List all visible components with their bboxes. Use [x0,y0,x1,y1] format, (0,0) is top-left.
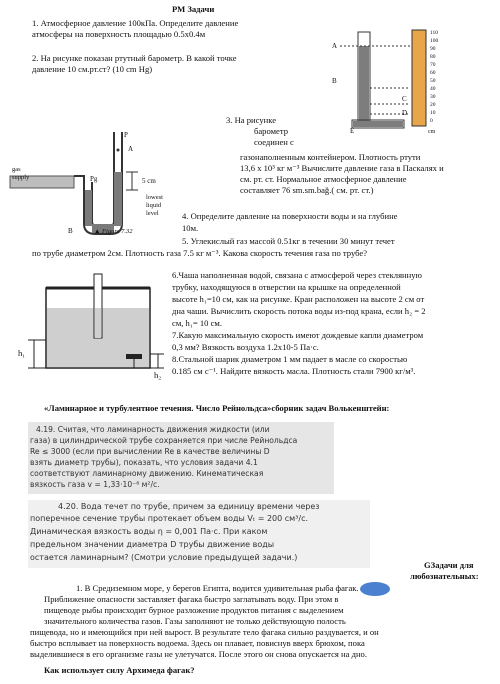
label-5cm: 5 cm [142,177,156,185]
problem-5-line-2: по трубе диаметром 2см. Плотность газа 7.5 кг м⁻³. Какова скорость течения газа по трубе? [32,248,368,258]
figure-caption: ▲ Figure 7.32 [94,228,133,235]
label-a: A [332,42,338,50]
scan-4-20-line-1: 4.20. Вода течет по трубе, причем за единицу времени через [58,502,320,511]
label-pg: Pg [90,175,98,183]
problem-6-line-4: дна чаши. Вычислить скорость потока воды из-под крана, если h₂ = 2 [172,306,426,316]
scan-4-20-line-5: остается ламинарным? (Смотри условие предыдущей задачи.) [30,553,298,562]
section-title: «Ламинарное и турбулентное течения. Число Рейнольдса»сборник задач Волькенштейн: [44,403,390,413]
problem-3-line-6: см. рт. ст. Нормальное атмосферное давление [240,174,407,184]
problem-3-line-4: газонаполненным контейнером. Плотность ртути [240,152,421,162]
problem-7-line-2: 0,3 мм? Вязкость воздуха 1.2х10-5 Па·с. [172,342,319,352]
problem-3-line-1: 3. На рисунке [226,115,277,125]
liquid-label: liquid [146,202,162,209]
scale-tick-label: 90 [430,46,436,52]
h2-label: h₂ [154,370,162,380]
problem-3-line-3: соединен с [254,137,294,147]
h1-label: h₁ [18,348,26,358]
problem-8-line-2: 0.185 см с⁻¹. Найдите вязкость масла. Плотность стали 7900 кг/м³. [172,366,416,376]
label-b: B [68,227,73,235]
problem-4-line-2: 10м. [182,223,199,233]
scale-tick-label: 20 [430,102,436,108]
problem-6-line-3: высоте h₁=10 см, как на рисунке. Кран расположен на высоте 2 см от [172,294,425,304]
scan-4-19-line-1: 4.19. Считая, что ламинарность движения жидкости (или [36,425,270,434]
bonus-line-7: выделившиеся в его организме газы не улетучатся. После этого он снова опускается на дно. [30,649,367,659]
problem-6-line-2: трубку, находящуюся в отверстии на крышке на определенной [172,282,401,292]
scale-tick-label: 10 [430,110,436,116]
label-d: D [402,109,408,117]
problem-3-line-7: составляет 76 sm.sm.bağ.( см. рт. ст.) [240,185,374,195]
lowest-label: lowest [146,194,163,201]
bonus-line-6: быстро всплывает на поверхность водоема. Здесь он плавает, повиснув вверх брюхом, пока [30,638,365,648]
scan-4-20-line-4: предельном значении диаметра D трубы движение воды [30,540,275,549]
scan-4-19-line-6: вязкость газа v = 1,33·10⁻⁶ м²/с. [30,480,160,489]
level-label: level [146,210,159,217]
bonus-title-line-2: любознательных: [410,571,479,581]
problem-6-line-1: 6.Чаша наполненная водой, связана с атмосферой через стеклянную [172,270,422,280]
barometer-scale-figure [330,26,475,138]
bonus-title-line-1: GЗадачи для [424,560,474,570]
problem-7-line-1: 7.Какую максимальную скорость имеют дождевые капли диаметром [172,330,424,340]
problem-8-line-1: 8.Стальной шарик диаметром 1 мм падает в масле со скоростью [172,354,408,364]
problem-6-line-5: см, h₁= 10 см. [172,318,222,328]
bonus-line-1: 1. В Средиземном море, у берегов Египта, водится удивительная рыба фагак. [76,583,359,593]
problem-3-line-5: 13,6 x 10³ кг м⁻³ Вычислите давление газа в Паскалях и [240,163,444,173]
scan-4-20-line-2: поперечное сечение трубы протекает объем воды Vₜ = 200 см³/с. [30,514,309,523]
scan-4-19-line-2: газа) в цилиндрической трубе сохраняется при числе Рейнольдса [30,436,298,445]
scale-tick-label: 0 [430,118,433,124]
bonus-line-3: пищеводе рыбы происходит бурное разложение продуктов питания с выделением [44,605,344,615]
bonus-line-5: пищевода, но и имеющийся при ней вырост. В результате тело фагака сильно раздувается, и он [30,627,379,637]
scale-tick-label: 40 [430,86,436,92]
scale-unit: cm [428,129,436,135]
bonus-line-2: Приближение опасности заставляет фагака быстро заглатывать воду. При этом в [44,594,339,604]
problem-5-line-1: 5. Углекислый газ массой 0.51кг в течении 30 минут течет [182,236,395,246]
scale-tick-label: 70 [430,62,436,68]
label-e: E [350,127,355,135]
supply-label: supply [12,174,30,181]
problem-2-line-2: давление 10 см.рт.ст? (10 cm Hg) [32,64,153,74]
scan-4-19-line-5: соответствуют ламинарному движению. Кинематическая [30,469,264,478]
page-title: РМ Задачи [172,4,215,14]
u-tube-figure [6,98,204,238]
gas-label: gas [12,166,21,173]
fish-icon [360,582,390,596]
problem-1-line-2: атмосферы на поверхность площадью 0.5х0.4м [32,29,206,39]
label-b: B [332,77,337,85]
scale-tick-label: 60 [430,70,436,76]
scale-tick-label: 30 [430,94,436,100]
scale-tick-label: 80 [430,54,436,60]
problem-4-line-1: 4. Определите давление на поверхности воды и на глубине [182,211,398,221]
bonus-question: Как использует силу Архимеда фагак? [44,665,195,675]
scale-tick-label: 100 [430,38,439,44]
label-a: A [128,145,134,153]
scale-tick-label: 50 [430,78,436,84]
bonus-line-4: значительного количества газов. Газы заполняют не только действующую полость [44,616,346,626]
label-p: P [124,131,128,139]
bowl-figure [8,268,168,386]
label-c: C [402,95,407,103]
scan-4-19-line-4: взять диаметр трубы), показать, что условия задачи 4.1 [30,458,258,467]
scan-4-19-line-3: Re ≤ 3000 (если при вычислении Re в качестве величины D [30,447,270,456]
scan-4-20-line-3: Динамическая вязкость воды η = 0,001 Па·с. При каком [30,527,268,536]
problem-2-line-1: 2. На рисунке показан ртутный барометр. В какой точке [32,53,237,63]
problem-1-line-1: 1. Атмосферное давление 100кПа. Определите давление [32,18,239,28]
scanned-problem-4-20 [28,500,370,568]
scanned-problem-4-19 [28,422,334,494]
scale-tick-label: 110 [430,30,439,36]
problem-3-line-2: барометр [254,126,289,136]
